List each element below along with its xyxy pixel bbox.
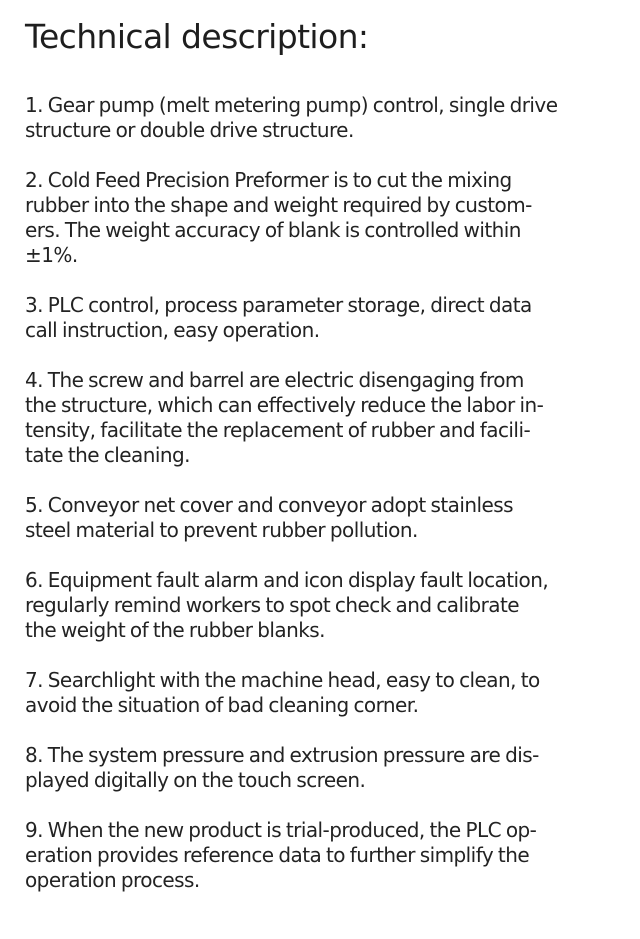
item-line: 8. The system pressure and extrusion pressure are dis-	[25, 743, 539, 767]
item-line: eration provides reference data to further simplify the	[25, 843, 530, 867]
item-line: 9. When the new product is trial-produced, the PLC op-	[25, 818, 537, 842]
list-item	[25, 368, 625, 468]
item-line: played digitally on the touch screen.	[25, 768, 366, 792]
item-line: structure or double drive structure.	[25, 118, 354, 142]
item-line: avoid the situation of bad cleaning corner.	[25, 693, 419, 717]
item-line: tate the cleaning.	[25, 443, 190, 467]
item-line: regularly remind workers to spot check and calibrate	[25, 593, 520, 617]
item-line: 4. The screw and barrel are electric disengaging from	[25, 368, 524, 392]
list-item	[25, 168, 625, 268]
item-line: rubber into the shape and weight required by custom-	[25, 193, 532, 217]
item-line: 3. PLC control, process parameter storage, direct data	[25, 293, 532, 317]
description-list	[25, 93, 625, 918]
item-line: ers. The weight accuracy of blank is controlled within	[25, 218, 521, 242]
item-line: 7. Searchlight with the machine head, easy to clean, to	[25, 668, 540, 692]
list-item	[25, 93, 625, 143]
page-title: Technical description:	[25, 17, 369, 56]
item-line: ±1%.	[25, 243, 78, 267]
item-line: 6. Equipment fault alarm and icon display fault location,	[25, 568, 549, 592]
list-item	[25, 568, 625, 643]
list-item	[25, 493, 625, 543]
list-item	[25, 293, 625, 343]
item-line: operation process.	[25, 868, 200, 892]
item-line: 1. Gear pump (melt metering pump) control, single drive	[25, 93, 558, 117]
item-line: steel material to prevent rubber pollution.	[25, 518, 418, 542]
item-line: 2. Cold Feed Precision Preformer is to cut the mixing	[25, 168, 512, 192]
list-item	[25, 668, 625, 718]
list-item	[25, 743, 625, 793]
item-line: 5. Conveyor net cover and conveyor adopt stainless	[25, 493, 513, 517]
list-item	[25, 818, 625, 893]
item-line: the weight of the rubber blanks.	[25, 618, 325, 642]
item-line: tensity, facilitate the replacement of rubber and facili-	[25, 418, 531, 442]
item-line: call instruction, easy operation.	[25, 318, 320, 342]
item-line: the structure, which can effectively reduce the labor in-	[25, 393, 544, 417]
